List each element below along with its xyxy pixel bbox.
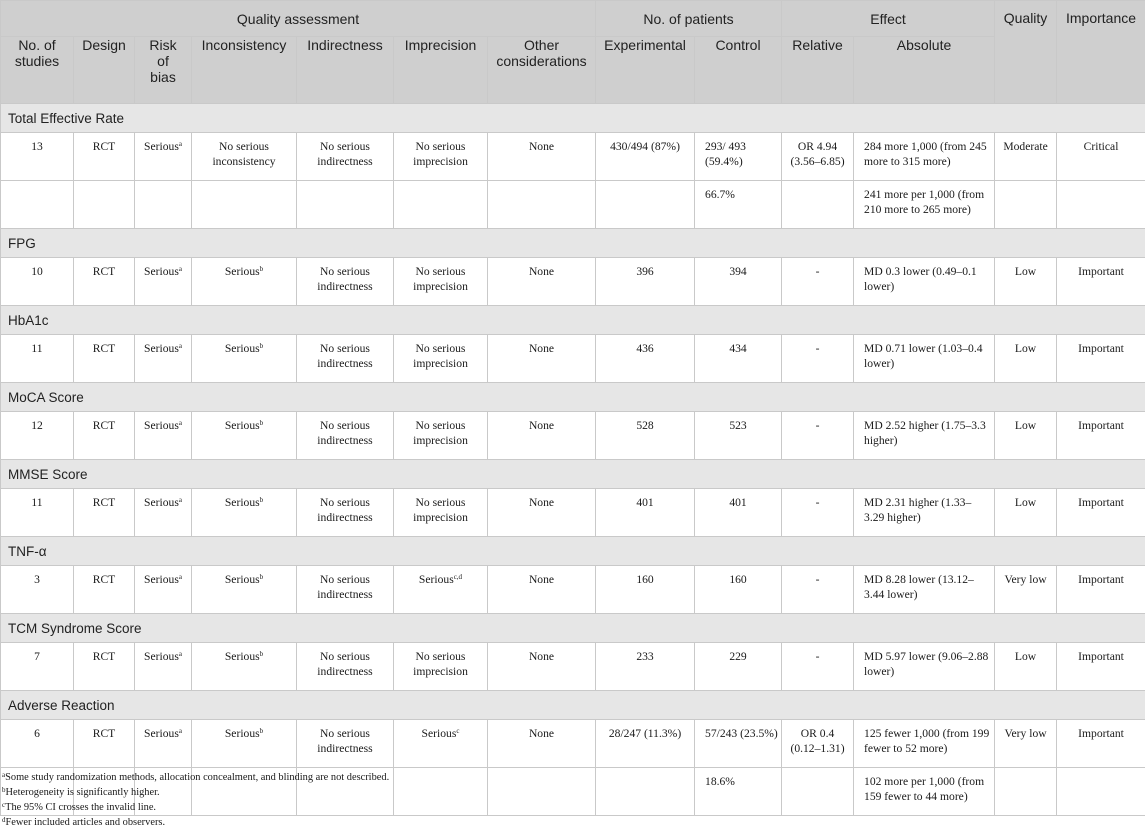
cell-experimental: 160 bbox=[596, 566, 695, 614]
cell-inconsistency: Serious$^b$ bbox=[192, 335, 297, 383]
section-title: Total Effective Rate bbox=[1, 104, 1145, 133]
cell-imprecision: No serious imprecision bbox=[394, 412, 488, 460]
cell-design: RCT bbox=[74, 412, 135, 460]
col-imprecision: Imprecision bbox=[394, 37, 488, 104]
cell-relative: - bbox=[782, 412, 854, 460]
cell-experimental: 528 bbox=[596, 412, 695, 460]
cell-inconsistency: Serious$^b$ bbox=[192, 258, 297, 306]
section-row bbox=[1, 104, 1145, 133]
cell-indirectness: No serious indirectness bbox=[297, 412, 394, 460]
section-row bbox=[1, 614, 1145, 643]
cell-imprecision: No serious imprecision bbox=[394, 643, 488, 691]
cell-other: None bbox=[488, 258, 596, 306]
table-row bbox=[1, 335, 1145, 383]
cell-absolute: MD 2.31 higher (1.33–3.29 higher) bbox=[854, 489, 995, 537]
cell-studies: 13 bbox=[1, 133, 74, 181]
cell-studies: 11 bbox=[1, 489, 74, 537]
cell-importance: Important bbox=[1057, 643, 1145, 691]
cell-quality: Low bbox=[995, 643, 1057, 691]
cell-risk-of-bias: Serious$^a$ bbox=[135, 335, 192, 383]
cell-quality: Low bbox=[995, 258, 1057, 306]
cell-absolute: 102 more per 1,000 (from 159 fewer to 44 more) bbox=[854, 768, 995, 816]
cell-quality: Very low bbox=[995, 720, 1057, 768]
cell-control: 229 bbox=[695, 643, 782, 691]
cell-risk-of-bias: Serious$^a$ bbox=[135, 412, 192, 460]
cell-imprecision: Serious$^c$ bbox=[394, 720, 488, 768]
cell-relative: - bbox=[782, 566, 854, 614]
table-row-secondary bbox=[1, 181, 1145, 229]
cell-other: None bbox=[488, 335, 596, 383]
cell-control: 57/243 (23.5%) bbox=[695, 720, 782, 768]
cell-other: None bbox=[488, 412, 596, 460]
cell-indirectness: No serious indirectness bbox=[297, 258, 394, 306]
cell-design: RCT bbox=[74, 489, 135, 537]
cell-imprecision: No serious imprecision bbox=[394, 258, 488, 306]
table-row bbox=[1, 489, 1145, 537]
cell-importance: Important bbox=[1057, 566, 1145, 614]
table-row bbox=[1, 412, 1145, 460]
cell-inconsistency: Serious$^b$ bbox=[192, 566, 297, 614]
cell-relative: - bbox=[782, 489, 854, 537]
table-row bbox=[1, 258, 1145, 306]
cell-other: None bbox=[488, 489, 596, 537]
cell-relative: - bbox=[782, 258, 854, 306]
section-row bbox=[1, 691, 1145, 720]
cell-risk-of-bias: Serious$^a$ bbox=[135, 489, 192, 537]
col-relative: Relative bbox=[782, 37, 854, 104]
cell-control: 160 bbox=[695, 566, 782, 614]
cell-risk-of-bias: Serious$^a$ bbox=[135, 643, 192, 691]
cell-experimental: 396 bbox=[596, 258, 695, 306]
col-experimental: Experimental bbox=[596, 37, 695, 104]
cell-indirectness: No serious indirectness bbox=[297, 133, 394, 181]
cell-quality: Moderate bbox=[995, 133, 1057, 181]
section-row bbox=[1, 460, 1145, 489]
cell-design: RCT bbox=[74, 720, 135, 768]
footnote: $^a$Some study randomization methods, allocation concealment, and blinding are not described. bbox=[2, 770, 389, 785]
cell-imprecision: No serious imprecision bbox=[394, 133, 488, 181]
cell-design: RCT bbox=[74, 566, 135, 614]
footnote: $^c$The 95% CI crosses the invalid line. bbox=[2, 800, 389, 815]
cell-risk-of-bias: Serious$^a$ bbox=[135, 258, 192, 306]
cell-absolute: MD 2.52 higher (1.75–3.3 higher) bbox=[854, 412, 995, 460]
footnote: $^d$Fewer included articles and observers. bbox=[2, 815, 389, 830]
cell-control: 293/ 493 (59.4%) bbox=[695, 133, 782, 181]
cell-absolute: MD 0.71 lower (1.03–0.4 lower) bbox=[854, 335, 995, 383]
cell-relative: - bbox=[782, 643, 854, 691]
header-no-of-patients: No. of patients bbox=[596, 1, 782, 37]
cell-importance: Critical bbox=[1057, 133, 1145, 181]
cell-importance: Important bbox=[1057, 412, 1145, 460]
cell-risk-of-bias: Serious$^a$ bbox=[135, 133, 192, 181]
header-effect: Effect bbox=[782, 1, 995, 37]
cell-studies: 7 bbox=[1, 643, 74, 691]
header-importance: Importance bbox=[1057, 1, 1145, 104]
cell-importance: Important bbox=[1057, 258, 1145, 306]
cell-experimental: 436 bbox=[596, 335, 695, 383]
cell-relative: OR 4.94 (3.56–6.85) bbox=[782, 133, 854, 181]
cell-studies: 10 bbox=[1, 258, 74, 306]
col-indirectness: Indirectness bbox=[297, 37, 394, 104]
cell-control: 401 bbox=[695, 489, 782, 537]
cell-design: RCT bbox=[74, 335, 135, 383]
col-control: Control bbox=[695, 37, 782, 104]
section-row bbox=[1, 306, 1145, 335]
cell-experimental: 401 bbox=[596, 489, 695, 537]
section-title: FPG bbox=[1, 229, 1145, 258]
table-footnotes bbox=[2, 770, 389, 830]
cell-design: RCT bbox=[74, 133, 135, 181]
cell-control: 18.6% bbox=[695, 768, 782, 816]
cell-relative: - bbox=[782, 335, 854, 383]
cell-studies: 6 bbox=[1, 720, 74, 768]
cell-risk-of-bias: Serious$^a$ bbox=[135, 566, 192, 614]
col-absolute: Absolute bbox=[854, 37, 995, 104]
cell-absolute: 241 more per 1,000 (from 210 more to 265 more) bbox=[854, 181, 995, 229]
section-title: Adverse Reaction bbox=[1, 691, 1145, 720]
header-column-row bbox=[1, 37, 1145, 104]
cell-indirectness: No serious indirectness bbox=[297, 566, 394, 614]
cell-risk-of-bias: Serious$^a$ bbox=[135, 720, 192, 768]
section-title: MoCA Score bbox=[1, 383, 1145, 412]
table-row bbox=[1, 566, 1145, 614]
cell-other: None bbox=[488, 133, 596, 181]
cell-experimental: 28/247 (11.3%) bbox=[596, 720, 695, 768]
cell-indirectness: No serious indirectness bbox=[297, 720, 394, 768]
cell-importance: Important bbox=[1057, 489, 1145, 537]
cell-absolute: MD 5.97 lower (9.06–2.88 lower) bbox=[854, 643, 995, 691]
table-row bbox=[1, 720, 1145, 768]
cell-studies: 11 bbox=[1, 335, 74, 383]
cell-indirectness: No serious indirectness bbox=[297, 643, 394, 691]
cell-inconsistency: Serious$^b$ bbox=[192, 412, 297, 460]
col-other-considerations: Other considerations bbox=[488, 37, 596, 104]
cell-control: 434 bbox=[695, 335, 782, 383]
section-title: HbA1c bbox=[1, 306, 1145, 335]
cell-inconsistency: Serious$^b$ bbox=[192, 720, 297, 768]
col-inconsistency: Inconsistency bbox=[192, 37, 297, 104]
cell-absolute: MD 8.28 lower (13.12–3.44 lower) bbox=[854, 566, 995, 614]
cell-inconsistency: Serious$^b$ bbox=[192, 643, 297, 691]
section-title: TNF-α bbox=[1, 537, 1145, 566]
header-quality: Quality bbox=[995, 1, 1057, 104]
cell-absolute: 125 fewer 1,000 (from 199 fewer to 52 more) bbox=[854, 720, 995, 768]
cell-relative: OR 0.4 (0.12–1.31) bbox=[782, 720, 854, 768]
cell-other: None bbox=[488, 720, 596, 768]
cell-importance: Important bbox=[1057, 720, 1145, 768]
cell-imprecision: No serious imprecision bbox=[394, 489, 488, 537]
cell-other: None bbox=[488, 643, 596, 691]
section-title: TCM Syndrome Score bbox=[1, 614, 1145, 643]
footnote: $^b$Heterogeneity is significantly higher. bbox=[2, 785, 389, 800]
cell-absolute: MD 0.3 lower (0.49–0.1 lower) bbox=[854, 258, 995, 306]
header-group-row bbox=[1, 1, 1145, 37]
table-row bbox=[1, 133, 1145, 181]
cell-quality: Low bbox=[995, 412, 1057, 460]
cell-indirectness: No serious indirectness bbox=[297, 335, 394, 383]
header-quality-assessment: Quality assessment bbox=[1, 1, 596, 37]
cell-inconsistency: Serious$^b$ bbox=[192, 489, 297, 537]
section-row bbox=[1, 383, 1145, 412]
cell-quality: Very low bbox=[995, 566, 1057, 614]
cell-experimental: 233 bbox=[596, 643, 695, 691]
cell-absolute: 284 more 1,000 (from 245 more to 315 more) bbox=[854, 133, 995, 181]
cell-imprecision: No serious imprecision bbox=[394, 335, 488, 383]
cell-studies: 3 bbox=[1, 566, 74, 614]
cell-quality: Low bbox=[995, 335, 1057, 383]
cell-design: RCT bbox=[74, 258, 135, 306]
section-row bbox=[1, 537, 1145, 566]
cell-other: None bbox=[488, 566, 596, 614]
cell-studies: 12 bbox=[1, 412, 74, 460]
cell-control: 66.7% bbox=[695, 181, 782, 229]
col-no-of-studies: No. of studies bbox=[1, 37, 74, 104]
cell-design: RCT bbox=[74, 643, 135, 691]
cell-inconsistency: No serious inconsistency bbox=[192, 133, 297, 181]
cell-indirectness: No serious indirectness bbox=[297, 489, 394, 537]
cell-imprecision: Serious$^{c,d}$ bbox=[394, 566, 488, 614]
section-row bbox=[1, 229, 1145, 258]
col-design: Design bbox=[74, 37, 135, 104]
col-risk-of-bias: Risk of bias bbox=[135, 37, 192, 104]
cell-experimental: 430/494 (87%) bbox=[596, 133, 695, 181]
cell-importance: Important bbox=[1057, 335, 1145, 383]
cell-control: 394 bbox=[695, 258, 782, 306]
table-row bbox=[1, 643, 1145, 691]
section-title: MMSE Score bbox=[1, 460, 1145, 489]
cell-quality: Low bbox=[995, 489, 1057, 537]
cell-control: 523 bbox=[695, 412, 782, 460]
